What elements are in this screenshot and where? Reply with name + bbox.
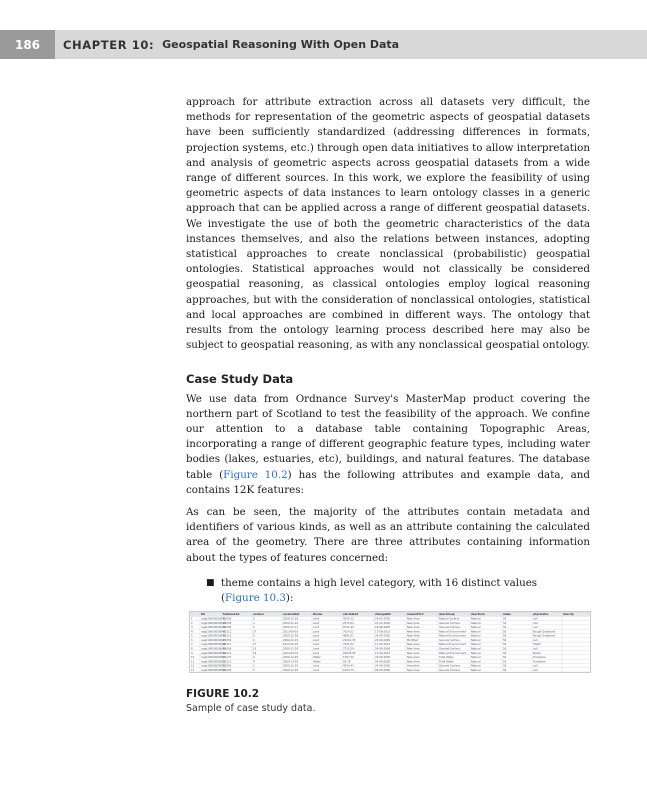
table-cell: 10111 bbox=[223, 643, 232, 647]
table-cell: 10056 bbox=[223, 626, 232, 630]
table-cell: 24-09-2000 bbox=[375, 647, 391, 651]
table-cell: 22419.35 bbox=[343, 638, 356, 642]
paragraph-3: As can be seen, the majority of the attributes contain metadata and identifiers of various kinds, as well as an attribute containing the calculated area of the geometry. There are three attributes containing information about the types of features concerned: bbox=[186, 506, 590, 564]
table-cell: 17-09-2013 bbox=[375, 630, 391, 634]
table-cell: 10111 bbox=[223, 630, 232, 634]
table-cell: 2009-12-29 bbox=[283, 656, 299, 660]
table-cell: Natural Environment bbox=[439, 643, 466, 647]
table-cell: Foreshore bbox=[533, 660, 546, 664]
table-cell: 2009-12-29 bbox=[283, 668, 299, 672]
table-cell: Natural bbox=[471, 621, 481, 625]
figure-10-3-link[interactable]: Figure 10.3 bbox=[225, 592, 286, 605]
table-cell: osgb10000000042 bbox=[201, 617, 226, 621]
table-cell: Natural bbox=[471, 634, 481, 638]
table-cell: New Area bbox=[407, 660, 420, 664]
table-cell: New Area bbox=[407, 634, 420, 638]
table-cell: Natural bbox=[471, 647, 481, 651]
table-cell: 17 bbox=[253, 630, 257, 634]
table-cell: Rough Grassland bbox=[533, 634, 555, 638]
table-cell: Land bbox=[313, 630, 320, 634]
section-heading: Case Study Data bbox=[186, 372, 294, 387]
body-text bbox=[186, 95, 590, 606]
table-cell: osgb10000000048 bbox=[201, 643, 226, 647]
figure-label: FIGURE 10.2 bbox=[186, 688, 260, 700]
figure-caption bbox=[186, 688, 586, 714]
table-cell: Natural bbox=[471, 668, 481, 672]
table-cell: null bbox=[533, 638, 538, 642]
table-cell: Modified bbox=[407, 638, 419, 642]
table-cell: 10056 bbox=[223, 664, 232, 668]
table-header-cell: reasonForC bbox=[407, 613, 424, 617]
table-row-number: 9 bbox=[191, 651, 193, 655]
table-row-number: 8 bbox=[191, 647, 193, 651]
table-header-cell: calculated bbox=[343, 613, 359, 617]
table-cell: 3 bbox=[253, 664, 255, 668]
table-cell: 50 bbox=[503, 630, 507, 634]
table-cell: Land bbox=[313, 638, 320, 642]
table-cell: Water bbox=[313, 660, 321, 664]
table-cell: osgb10000000047 bbox=[201, 638, 226, 642]
table-cell: General Surface bbox=[439, 664, 460, 668]
table-cell: 2009-12-29 bbox=[283, 621, 299, 625]
table-cell: 10111 bbox=[223, 651, 232, 655]
table-cell: Land bbox=[313, 664, 320, 668]
table-cell: New Area bbox=[407, 621, 420, 625]
table-cell: Natural bbox=[471, 660, 481, 664]
chapter-title: Geospatial Reasoning With Open Data bbox=[162, 38, 400, 51]
table-cell: 50 bbox=[503, 647, 507, 651]
table-cell: New Area bbox=[407, 643, 420, 647]
table-cell: Natural bbox=[471, 638, 481, 642]
paragraph-2 bbox=[186, 392, 590, 498]
figure-10-2-link[interactable]: Figure 10.2 bbox=[223, 468, 288, 481]
table-header-cell: physicalLe bbox=[533, 613, 549, 617]
table-cell: 50 bbox=[503, 634, 507, 638]
table-cell: Natural Environment bbox=[439, 634, 466, 638]
table-cell: Natural bbox=[471, 626, 481, 630]
running-header bbox=[0, 30, 647, 59]
table-cell: 4549.12 bbox=[343, 617, 354, 621]
table-cell: 24-09-2000 bbox=[375, 660, 391, 664]
table-cell: 2009-12-29 bbox=[283, 638, 299, 642]
table-header-cell: featureCod bbox=[223, 613, 240, 617]
table-cell: General Surface bbox=[439, 626, 460, 630]
table-cell: 10056 bbox=[223, 668, 232, 672]
table-cell: 2271.84 bbox=[343, 621, 354, 625]
table-cell: null bbox=[533, 621, 538, 625]
table-row-number: 3 bbox=[191, 626, 193, 630]
table-cell: 2 bbox=[253, 626, 255, 630]
table-cell: 24-09-2000 bbox=[375, 656, 391, 660]
table-header-cell: descrip bbox=[563, 613, 574, 617]
table-cell: Tidal Water bbox=[439, 660, 454, 664]
table-cell: 9 bbox=[253, 634, 255, 638]
table-cell: Natural Environment bbox=[439, 630, 466, 634]
table-cell: osgb10000000049 bbox=[201, 647, 226, 651]
table-header-cell: descGroup bbox=[439, 613, 455, 617]
table-cell: 10056 bbox=[223, 647, 232, 651]
table-cell: Natural bbox=[471, 656, 481, 660]
table-row-number: 12 bbox=[191, 664, 195, 668]
table-header-cell: make bbox=[503, 613, 511, 617]
table-cell: 10056 bbox=[223, 638, 232, 642]
table-cell: Natural bbox=[471, 651, 481, 655]
table-cell: 2009-12-29 bbox=[283, 634, 299, 638]
table-cell: New Area bbox=[407, 630, 420, 634]
table-cell: 50 bbox=[503, 617, 507, 621]
table-cell: osgb10000000053 bbox=[201, 664, 226, 668]
table-cell: New Area bbox=[407, 656, 420, 660]
table-cell: 7624.31 bbox=[343, 630, 354, 634]
table-cell: 4681.03 bbox=[343, 634, 354, 638]
square-bullet-icon: ■ bbox=[206, 577, 215, 588]
table-cell: 16-08-2000 bbox=[375, 626, 391, 630]
table-cell: Natural Surface bbox=[439, 617, 460, 621]
table-cell: Natural bbox=[471, 630, 481, 634]
table-cell: osgb10000000043 bbox=[201, 621, 226, 625]
table-cell: null bbox=[533, 668, 538, 672]
table-header-cell: changeDat bbox=[375, 613, 391, 617]
table-cell: 24-09-2000 bbox=[375, 634, 391, 638]
table-cell: 4024.47 bbox=[343, 664, 354, 668]
table-cell: 50 bbox=[503, 668, 507, 672]
figure-description: Sample of case study data. bbox=[186, 703, 316, 714]
table-cell: 15 bbox=[253, 647, 257, 651]
table-cell: 50 bbox=[503, 664, 507, 668]
bullet-text-wrap bbox=[221, 576, 537, 606]
table-cell: 24-05-2000 bbox=[375, 617, 391, 621]
table-cell: General Surface bbox=[439, 638, 460, 642]
table-cell: 17 bbox=[253, 643, 257, 647]
table-cell: Heath bbox=[533, 643, 541, 647]
bullet-paren-close: ): bbox=[285, 592, 294, 605]
table-cell: 2009-12-29 bbox=[283, 664, 299, 668]
table-header-cell: theme bbox=[313, 613, 323, 617]
table-cell: 4 bbox=[253, 638, 255, 642]
table-cell: osgb10000000052 bbox=[201, 660, 226, 664]
table-cell: null bbox=[533, 626, 538, 630]
table-row-number: 6 bbox=[191, 638, 193, 642]
table-cell: New Area bbox=[407, 617, 420, 621]
paragraph-1: approach for attribute extraction across all datasets very difficult, the methods for representation of the geometric aspects of geospatial datasets have been sufficiently standardized (addressing differences in formats, projection systems, etc.) through open data initiatives to allow interpretation and analysis of geometric aspects across geospatial datasets from a wide range of different sources. In this work, we explore the feasibility of using geometric aspects of data instances to learn ontology classes in a generic approach that can be applied across a range of different geospatial datasets. We investigate the use of both the geometric characteristics of the data instances themselves, and also the relations between instances, adopting statistical approaches to create nonclassical (probabilistic) geospatial ontologies. Statistical approaches would not classically be considered geospatial reasoning, as classical ontologies employ logical reasoning approaches, but with the consideration of nonclassical ontologies, statistical and local approaches are combined in different ways. The ontology that results from the ontology learning process described here may also be subject to geospatial reasoning, as with any nonclassical geospatial ontology. bbox=[186, 96, 590, 352]
table-cell: null bbox=[533, 647, 538, 651]
table-cell: osgb10000000045 bbox=[201, 630, 226, 634]
table-cell: 3 bbox=[253, 617, 255, 621]
table-cell: 2720.29 bbox=[343, 647, 354, 651]
table-header-cell: version bbox=[253, 613, 264, 617]
table-cell: Natural Environment bbox=[439, 651, 466, 655]
table-row-number: 1 bbox=[191, 617, 193, 621]
table-cell: 3 bbox=[253, 621, 255, 625]
figure-10-2-table bbox=[189, 611, 591, 673]
table-cell: osgb10000000050 bbox=[201, 651, 226, 655]
bullet-paren-open: ( bbox=[221, 592, 226, 605]
table-cell: General Surface bbox=[439, 668, 460, 672]
table-cell: Land bbox=[313, 617, 320, 621]
table-cell: Land bbox=[313, 651, 320, 655]
table-cell: osgb10000000054 bbox=[201, 668, 226, 672]
table-cell: 20028.58 bbox=[343, 651, 356, 655]
table-cell: Rough Grassland bbox=[533, 630, 555, 634]
table-cell: 24-09-2000 bbox=[375, 664, 391, 668]
table-cell: Foreshore bbox=[533, 656, 546, 660]
table-cell: 10056 bbox=[223, 621, 232, 625]
table-cell: 50 bbox=[503, 643, 507, 647]
table-header-cell: descTerm bbox=[471, 613, 485, 617]
page-number: 186 bbox=[0, 30, 55, 59]
table-cell: New Area bbox=[407, 668, 420, 672]
table-cell: 50 bbox=[503, 660, 507, 664]
table-cell: 17-09-2013 bbox=[375, 643, 391, 647]
table-header-cell: versionDat bbox=[283, 613, 299, 617]
table-cell: 50 bbox=[503, 638, 507, 642]
table-row-number: 10 bbox=[191, 656, 195, 660]
table-cell: Natural bbox=[471, 664, 481, 668]
table-cell: null bbox=[533, 617, 538, 621]
table-cell: Land bbox=[313, 634, 320, 638]
table-cell: 24-05-2000 bbox=[375, 621, 391, 625]
table-cell: New Area bbox=[407, 651, 420, 655]
table-row-number: 13 bbox=[191, 668, 195, 672]
table-cell: Land bbox=[313, 668, 320, 672]
table-cell: 10056 bbox=[223, 617, 232, 621]
table-cell: General Surface bbox=[439, 621, 460, 625]
table-cell: 10111 bbox=[223, 634, 232, 638]
table-cell: 2009-12-29 bbox=[283, 617, 299, 621]
table-cell: 1597.52 bbox=[343, 656, 354, 660]
table-cell: Natural bbox=[471, 643, 481, 647]
table-cell: 10172 bbox=[223, 656, 232, 660]
table-cell: 4 bbox=[253, 656, 255, 660]
table-cell: 24-09-2000 bbox=[375, 638, 391, 642]
table-cell: null bbox=[533, 664, 538, 668]
table-cell: 8741.44 bbox=[343, 626, 354, 630]
table-cell: New Area bbox=[407, 626, 420, 630]
table-cell: 2009-12-29 bbox=[283, 660, 299, 664]
table-cell: Land bbox=[313, 626, 320, 630]
table-row-number: 7 bbox=[191, 643, 193, 647]
table-cell: osgb10000000044 bbox=[201, 626, 226, 630]
table-cell: 24-09-2000 bbox=[375, 668, 391, 672]
table-row-number: 4 bbox=[191, 630, 193, 634]
table-cell: 4 bbox=[253, 660, 255, 664]
table-row-number: 2 bbox=[191, 621, 193, 625]
table-cell: 50 bbox=[503, 626, 507, 630]
table-cell: Land bbox=[313, 647, 320, 651]
paragraph-2-text-b: ) has the following attributes and example data, and contains 12K features: bbox=[186, 468, 590, 496]
table-cell: Land bbox=[313, 643, 320, 647]
table-cell: 93.78 bbox=[343, 660, 351, 664]
table-cell: Amended bbox=[407, 664, 420, 668]
table-cell: Natural bbox=[471, 617, 481, 621]
table-cell: 5 bbox=[253, 668, 255, 672]
table-cell: 10111 bbox=[223, 660, 232, 664]
table-cell: 2009-11-11 bbox=[283, 626, 299, 630]
table-row-number: 11 bbox=[191, 660, 195, 664]
table-cell: osgb10000000046 bbox=[201, 634, 226, 638]
table-cell: Tidal Water bbox=[439, 656, 454, 660]
table-cell: 2013-09-03 bbox=[283, 651, 299, 655]
table-cell: 2013-09-03 bbox=[283, 630, 299, 634]
table-cell: 2013-09-03 bbox=[283, 643, 299, 647]
table-cell: 7631.22 bbox=[343, 643, 354, 647]
table-cell: New Area bbox=[407, 647, 420, 651]
table-header-cell: fid bbox=[201, 613, 205, 617]
table-cell: 17-09-2013 bbox=[375, 651, 391, 655]
bullet-item-theme bbox=[206, 576, 590, 606]
chapter-label: CHAPTER 10: bbox=[63, 37, 155, 52]
table-row-number: 5 bbox=[191, 634, 193, 638]
table-cell: Marsh bbox=[533, 651, 541, 655]
table-cell: 50 bbox=[503, 656, 507, 660]
bullet-text: theme contains a high level category, with 16 distinct values bbox=[221, 576, 538, 589]
table-cell: General Surface bbox=[439, 647, 460, 651]
table-cell: Land bbox=[313, 621, 320, 625]
table-cell: osgb10000000051 bbox=[201, 656, 226, 660]
table-cell: Water bbox=[313, 656, 321, 660]
table-cell: 16 bbox=[253, 651, 257, 655]
table-cell: 2009-12-29 bbox=[283, 647, 299, 651]
paragraph-2-text-a: We use data from Ordnance Survey's MasterMap product covering the northern part of Scotland to test the feasibility of the approach. We confine our attention to a database table containing Topographic Areas, incorporating a range of different geographic feature types, including water bodies (lakes, estuaries, etc), buildings, and natural features. The database table ( bbox=[186, 392, 590, 481]
table-cell: 50 bbox=[503, 651, 507, 655]
table-cell: 1043.75 bbox=[343, 668, 354, 672]
table-cell: 50 bbox=[503, 621, 507, 625]
